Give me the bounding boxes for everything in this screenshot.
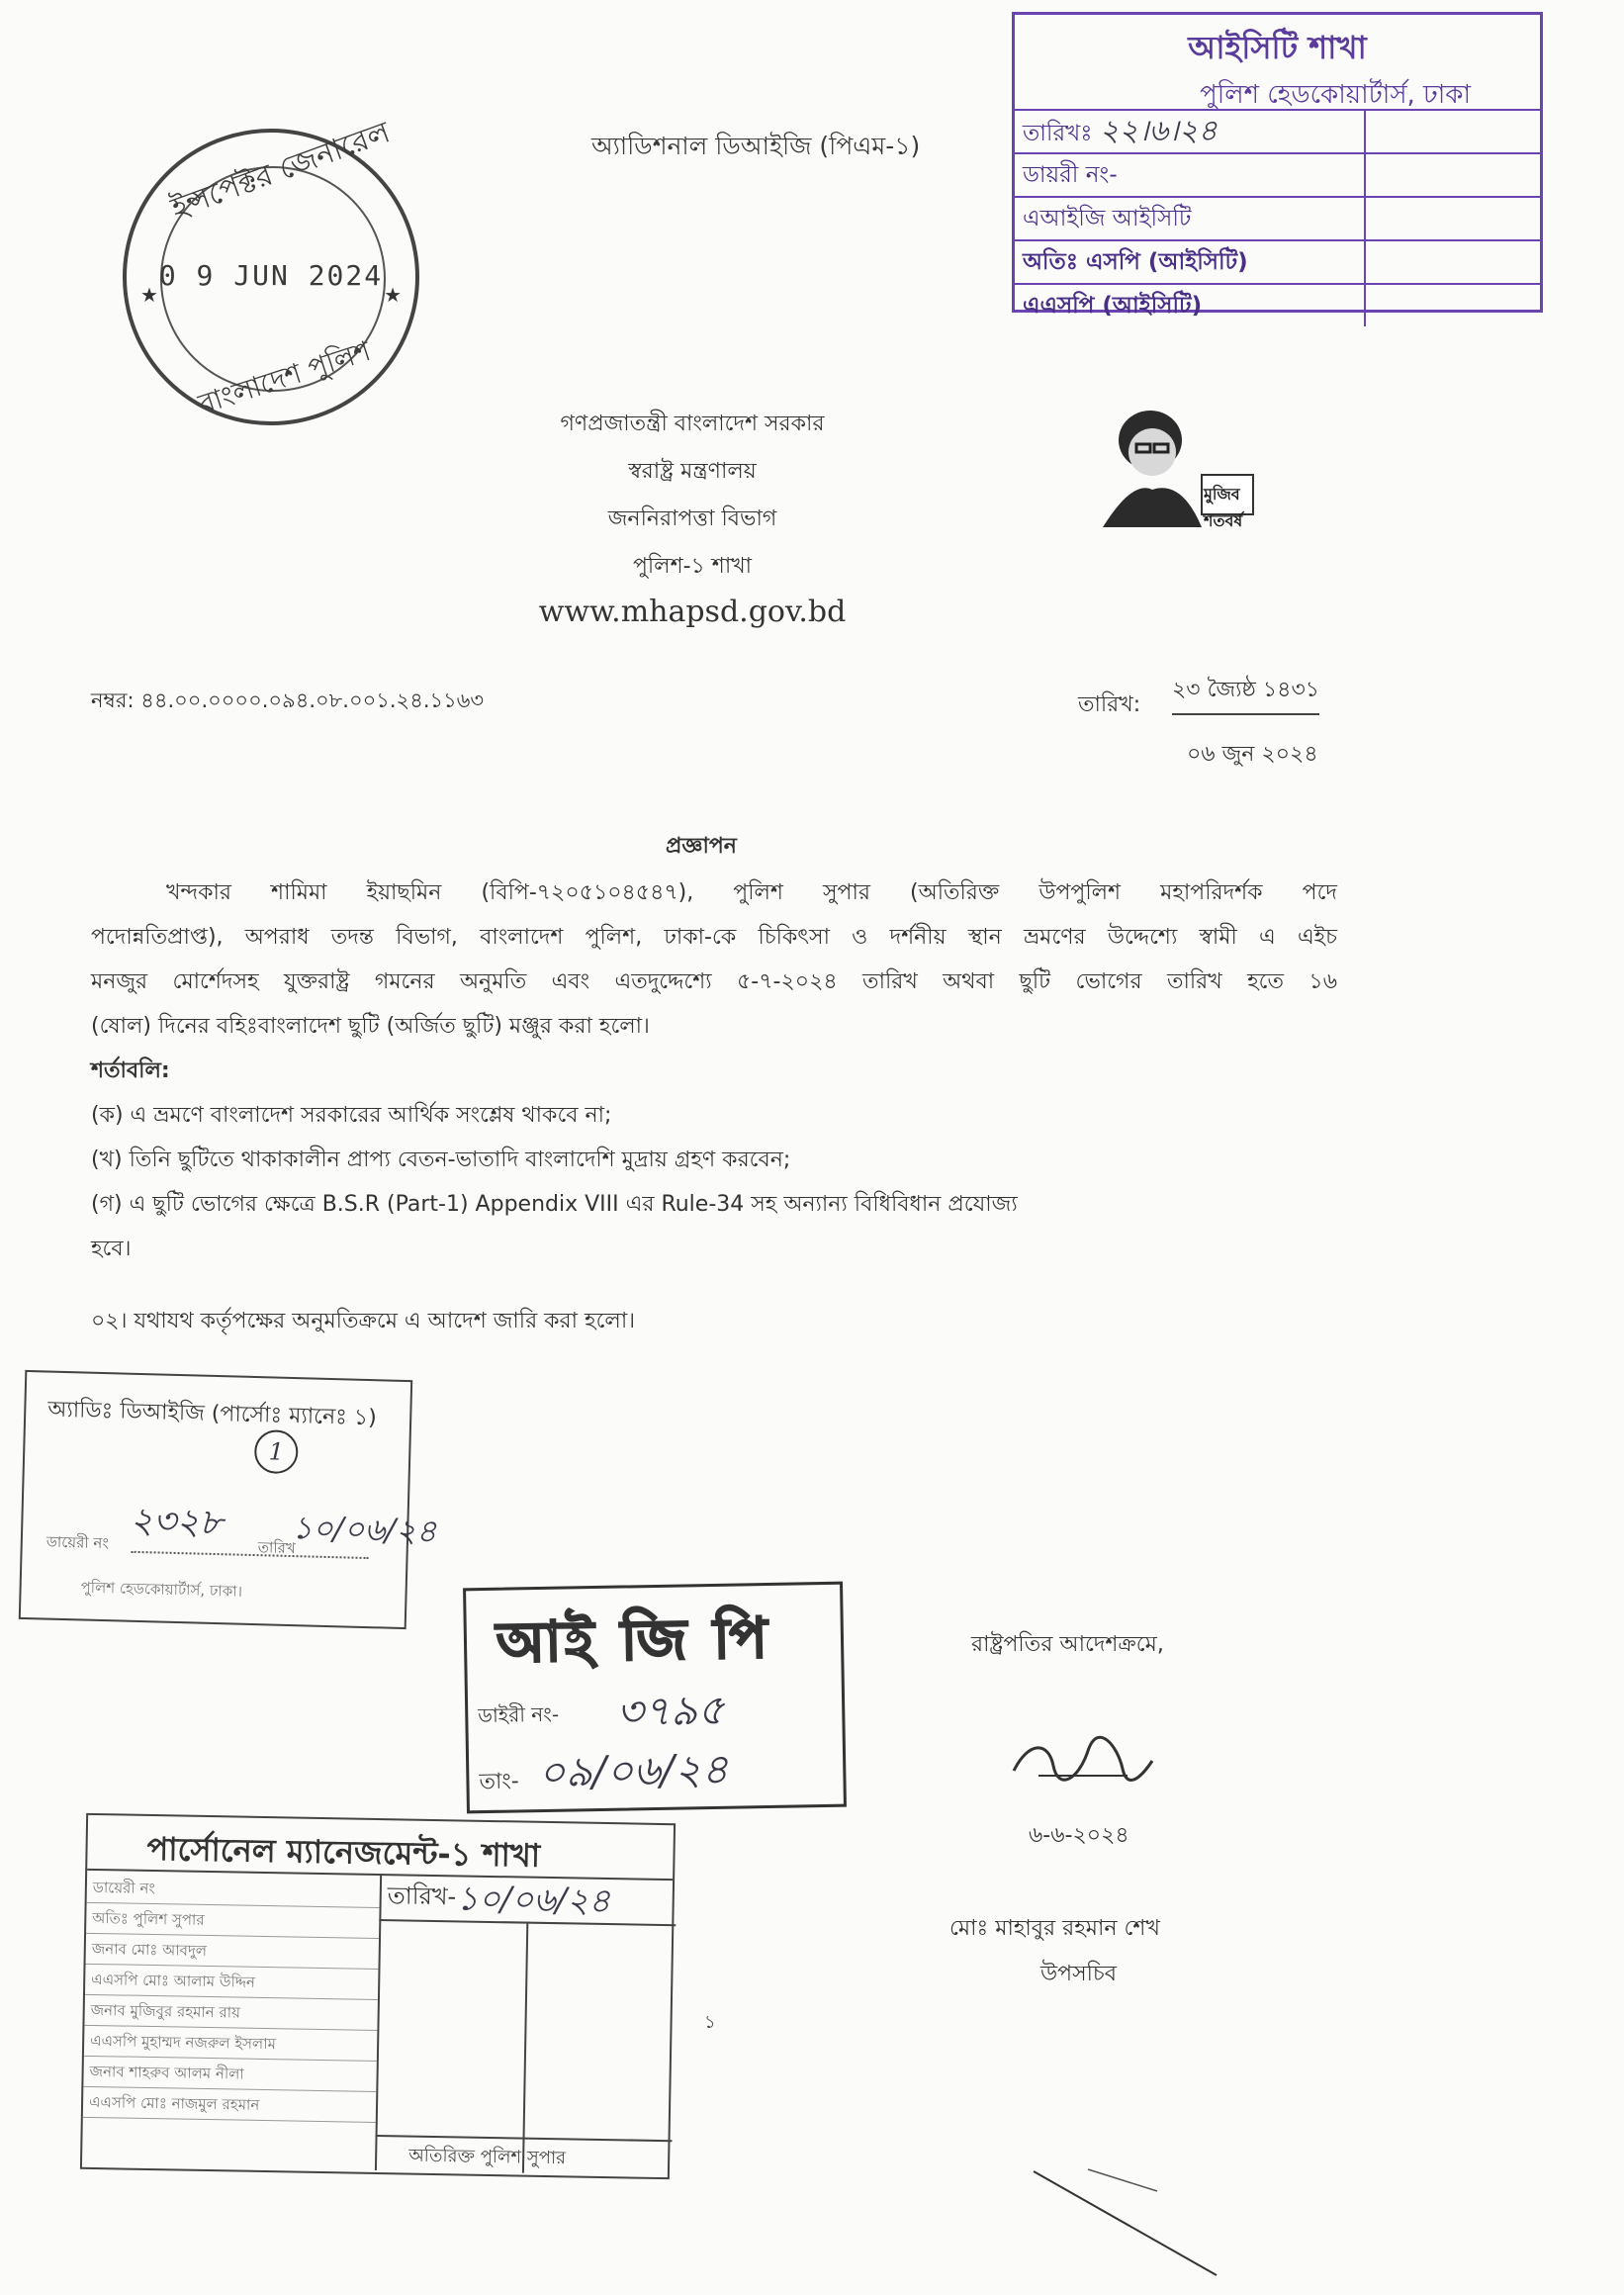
igp-stamp-title: আই জি পি [496, 1606, 772, 1676]
ict-row-aig: এআইজি আইসিটি [1015, 196, 1540, 239]
seal-top-text: ইন্সপেক্টর জেনারেল [166, 115, 395, 227]
ict-stamp-title: আইসিটি শাখা [1188, 29, 1367, 66]
addl-dig-note: অ্যাডিশনাল ডিআইজি (পিএম-১) [591, 132, 921, 160]
condition-a: (ক) এ ভ্রমণে বাংলাদেশ সরকারের আর্থিক সংশ্লেষ থাকবে না; [91, 1103, 612, 1128]
ministry-name: স্বরাষ্ট্র মন্ত্রণালয় [628, 459, 757, 484]
pm-stamp-title: পার্সোনেল ম্যানেজমেন্ট-১ শাখা [146, 1829, 541, 1875]
notification-heading: প্রজ্ঞাপন [666, 834, 737, 859]
ict-row-asp: এএসপি (আইসিটি) [1015, 283, 1540, 326]
igp-date-label: তাং- [479, 1769, 519, 1795]
star-icon: ★ [140, 283, 158, 307]
seal-date: 0 9 JUN 2024 [158, 259, 384, 292]
addl-dig-stamp-footer: পুলিশ হেডকোয়ার্টার্স, ঢাকা। [80, 1578, 243, 1601]
igp-date: ০৯/০৬/২৪ [537, 1744, 729, 1797]
ict-row-date: তারিখঃ ২২।৬।২৪ [1015, 109, 1540, 152]
addl-dig-date: ১০/০৬/২৪ [291, 1509, 438, 1550]
signatory-name: মোঃ মাহাবুর রহমান শেখ [949, 1916, 1160, 1941]
page-number: ১ [704, 2012, 716, 2033]
diary-label: ডায়েরী নং [45, 1532, 110, 1553]
signature-date: ৬-৬-২০২৪ [1029, 1823, 1129, 1848]
condition-b: (খ) তিনি ছুটিতে থাকাকালীন প্রাপ্য বেতন-ভাতাদি বাংলাদেশি মুদ্রায় গ্রহণ করবেন; [91, 1148, 791, 1172]
pm-date-label: তারিখ- [387, 1882, 457, 1911]
addl-dig-stamp-title: অ্যাডিঃ ডিআইজি (পার্সোঃ ম্যানেঃ ১) [46, 1397, 378, 1431]
branch-name: পুলিশ-১ শাখা [632, 554, 753, 579]
personnel-management-stamp [80, 1813, 676, 2179]
ict-row-addl-sp: অতিঃ এসপি (আইসিটি) [1015, 239, 1540, 283]
division-name: জননিরাপত্তা বিভাগ [607, 506, 777, 531]
ict-branch-stamp [1012, 12, 1543, 319]
addl-dig-stamp [19, 1370, 438, 1629]
date-bangla: ২৩ জ্যৈষ্ঠ ১৪৩১ [1172, 673, 1319, 715]
igp-diary-no: ৩৭৯৫ [615, 1685, 725, 1736]
signatory-designation: উপসচিব [1040, 1962, 1118, 1986]
igp-stamp [463, 1582, 847, 1814]
president-order-line: রাষ্ট্রপতির আদেশক্রমে, [971, 1632, 1164, 1657]
date-label: তারিখ [257, 1538, 296, 1558]
pm-date: ১০/০৬/২৪ [456, 1879, 611, 1922]
igp-diary-label: ডাইরী নং- [478, 1701, 560, 1728]
condition-c: (গ) এ ছুটি ভোগের ক্ষেত্রে B.S.R (Part-1) Appendix VIII এর Rule-34 সহ অন্যান্য বিধিবিধান প্রযোজ্য [91, 1192, 1018, 1217]
date-label: তারিখ: [1078, 692, 1141, 717]
ict-stamp-subtitle: পুলিশ হেডকোয়ার্টার্স, ঢাকা [1200, 80, 1471, 110]
conditions-heading: শর্তাবলি: [91, 1058, 170, 1083]
pen-stroke-mark [1029, 2161, 1226, 2280]
letterhead [425, 401, 959, 634]
pm-officer-list: ডায়েরী নং অতিঃ পুলিশ সুপার জনাব মোঃ আবদুল এএসপি মোঃ আলাম উদ্দিন জনাব মুজিবুর রহমান রায় এএসপি মুহাম্মদ নজরুল ইসলাম জনাব শাহরুব আলম নীলা এএসপি মোঃ নাজমুল রহমান [83, 1873, 380, 2123]
inspector-general-seal [123, 115, 419, 425]
mujib-centenary-logo [1093, 401, 1271, 529]
addl-dig-diary-no: ২৩২৮ [129, 1500, 224, 1544]
logo-text: মুজিব শতবর্ষ [1204, 485, 1243, 530]
date-english: ০৬ জুন ২০২৪ [1187, 742, 1318, 767]
govt-name: গণপ্রজাতন্ত্রী বাংলাদেশ সরকার [560, 412, 825, 436]
signature-icon [1009, 1731, 1157, 1790]
website: www.mhapsd.gov.bd [538, 595, 847, 629]
notification-body: খন্দকার শামিমা ইয়াছমিন (বিপি-৭২০৫১০৪৫৪৭), পুলিশ সুপার (অতিরিক্ত উপপুলিশ মহাপরিদর্শক পদে পদোন্নতিপ্রাপ্ত), অপরাধ তদন্ত বিভাগ, বাংলাদেশ পুলিশ, ঢাকা-কে চিকিৎসা ও দর্শনীয় স্থান ভ্রমণের উদ্দেশ্যে স্বামী এ এইচ মনজুর মোর্শেদসহ যুক্তরাষ্ট্র গমনের অনুমতি এবং এতদুদ্দেশ্যে ৫-৭-২০২৪ তারিখ অথবা ছুটি ভোগের তারিখ হতে ১৬ (ষোল) দিনের বহিঃবাংলাদেশ ছুটি (অর্জিত ছুটি) মঞ্জুর করা হলো। শর্তাবলি: (ক) এ ভ্রমণে বাংলাদেশ সরকারের আর্থিক সংশ্লেষ থাকবে না; (খ) তিনি ছুটিতে থাকাকালীন প্রাপ্য বেতন-ভাতাদি বাংলাদেশি মুদ্রায় গ্রহণ করবেন; (গ) এ ছুটি ভোগের ক্ষেত্রে B.S.R (Part-1) Appendix VIII এর Rule-34 সহ অন্যান্য বিধিবিধান প্রযোজ্য হবে। ০২। যথাযথ কর্তৃপক্ষের অনুমতিক্রমে এ আদেশ জারি করা হলো। [91, 871, 1337, 1343]
memo-number: নম্বর: ৪৪.০০.০০০০.০৯৪.০৮.০০১.২৪.১১৬৩ [91, 688, 485, 712]
seal-bottom-text: বাংলাদেশ পুলিশ [194, 333, 375, 421]
pm-stamp-footer: অতিরিক্ত পুলিশ সুপার [408, 2145, 567, 2169]
ict-row-diary: ডায়রী নং- [1015, 152, 1540, 196]
paragraph-2: ০২। যথাযথ কর্তৃপক্ষের অনুমতিক্রমে এ আদেশ জারি করা হলো। [91, 1309, 636, 1333]
circled-number: 1 [254, 1429, 299, 1474]
star-icon: ★ [384, 283, 402, 307]
ict-date-value: ২২।৬।২৪ [1099, 114, 1218, 148]
